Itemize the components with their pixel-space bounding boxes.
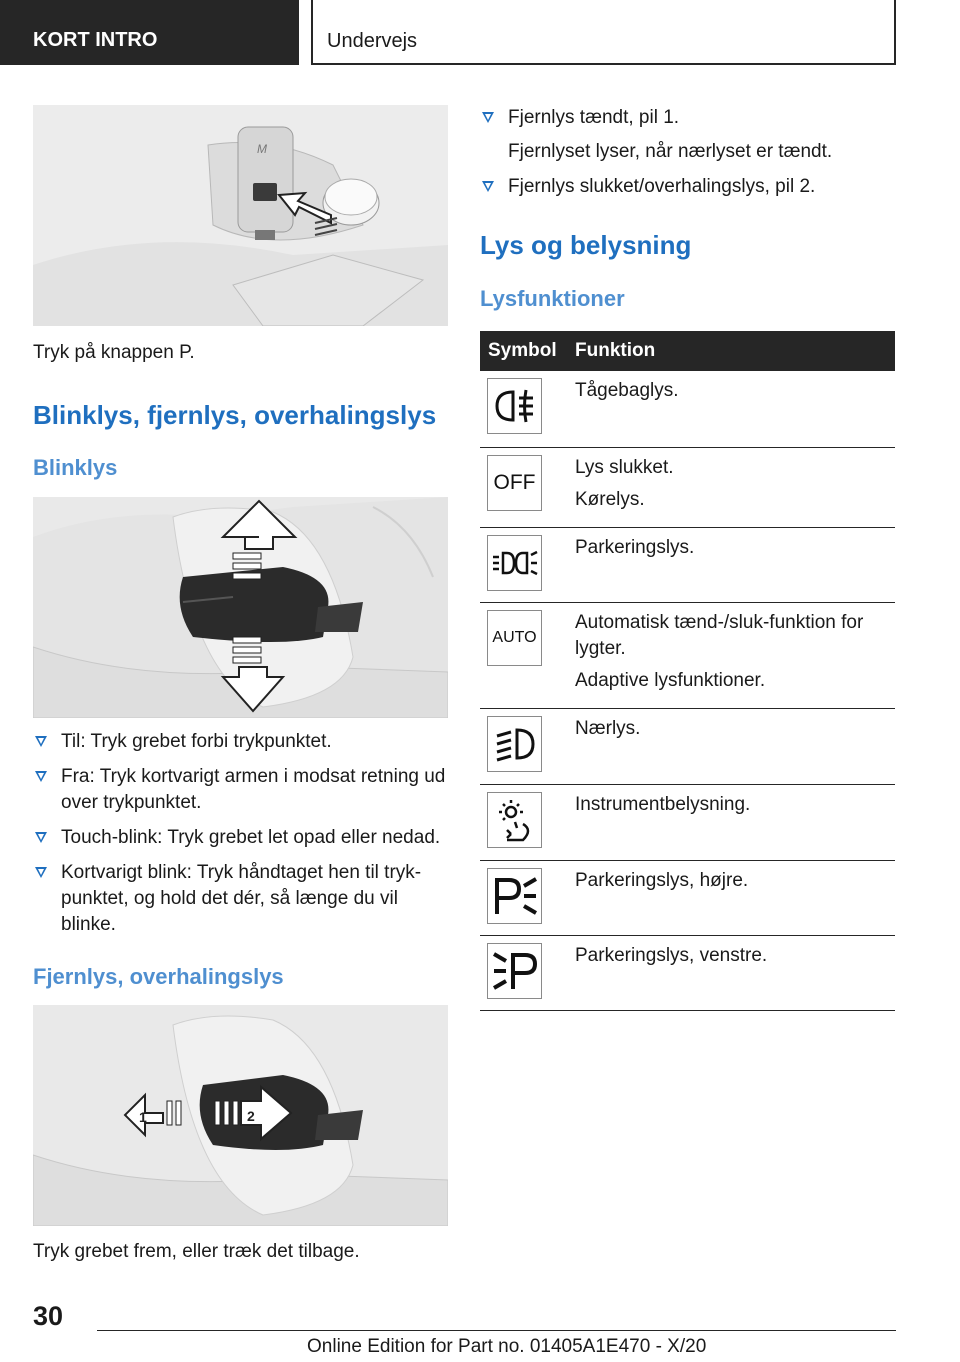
high-beam-stalk-photo	[33, 1005, 448, 1226]
footer-divider	[97, 1330, 896, 1331]
table-header	[480, 331, 895, 371]
triangle-bullet-icon	[35, 736, 47, 747]
parking-right-icon	[487, 868, 542, 924]
table-row: AUTO Automatisk tænd-/sluk-funktion for lygter. Adaptive lysfunktioner.	[480, 602, 895, 708]
turn-signal-stalk-photo	[33, 497, 448, 718]
parking-light-icon	[487, 535, 542, 591]
table-row: Parkeringslys, venstre.	[480, 935, 895, 1010]
subheading-fjernlys: Fjernlys, overhalingslys	[33, 964, 284, 989]
triangle-bullet-icon	[35, 867, 47, 878]
list-item: Touch-blink: Tryk grebet let opad eller nedad.	[33, 825, 453, 851]
auto-icon: AUTO	[487, 610, 542, 666]
chapter-title: Undervejs	[327, 30, 418, 52]
triangle-bullet-icon	[35, 771, 47, 782]
table-row: Tågebaglys.	[480, 371, 895, 447]
table-row: Instrumentbelysning.	[480, 784, 895, 860]
table-row: Parkeringslys, højre.	[480, 860, 895, 935]
list-item: Fjernlys tændt, pil 1. Fjernlyset lyser, når nærlyset er tændt.	[480, 105, 900, 165]
edition-note: Online Edition for Part no. 01405A1E470 - X/20	[307, 1336, 707, 1357]
page-number: 30	[33, 1301, 64, 1331]
triangle-bullet-icon	[482, 112, 494, 123]
list-item: Til: Tryk grebet forbi trykpunktet.	[33, 729, 453, 755]
table-row: Nærlys.	[480, 708, 895, 784]
subheading-blinklys: Blinklys	[33, 455, 118, 480]
fog-light-icon	[487, 378, 542, 434]
low-beam-icon	[487, 716, 542, 772]
list-item: Fjernlys slukket/overhalingslys, pil 2.	[480, 174, 900, 200]
instrument-light-icon	[487, 792, 542, 848]
section-heading: Blinklys, fjernlys, overhalingslys	[33, 400, 437, 430]
subheading-lysfunktioner: Lysfunktioner	[480, 286, 625, 311]
list-item: Kortvarigt blink: Tryk håndtaget hen til tryk-punktet, og hold det dér, så længe du vil blinke.	[33, 860, 453, 938]
chapter-tab	[311, 0, 896, 65]
table-row: Parkeringslys.	[480, 527, 895, 602]
arrow-label-2: 2	[247, 1108, 255, 1124]
section-heading: Lys og belysning	[480, 230, 692, 260]
photo-caption: Tryk grebet frem, eller træk det tilbage.	[33, 1241, 360, 1262]
section-tab	[0, 0, 299, 65]
svg-text:M: M	[257, 142, 267, 156]
high-beam-list	[480, 105, 900, 209]
triangle-bullet-icon	[35, 832, 47, 843]
triangle-bullet-icon	[482, 181, 494, 192]
light-functions-table	[480, 331, 895, 1011]
table-row: OFF Lys slukket. Kørelys.	[480, 447, 895, 527]
column-header-function: Funktion	[567, 331, 895, 371]
gear-selector-photo	[33, 105, 448, 326]
section-title: KORT INTRO	[33, 29, 158, 51]
column-header-symbol: Symbol	[480, 331, 567, 371]
off-icon: OFF	[487, 455, 542, 511]
turn-signal-list	[33, 729, 453, 947]
arrow-label-1: 1	[139, 1109, 147, 1125]
parking-left-icon	[487, 943, 542, 999]
list-item: Fra: Tryk kortvarigt armen i modsat retning ud over trykpunktet.	[33, 764, 453, 816]
photo-caption: Tryk på knappen P.	[33, 342, 195, 363]
